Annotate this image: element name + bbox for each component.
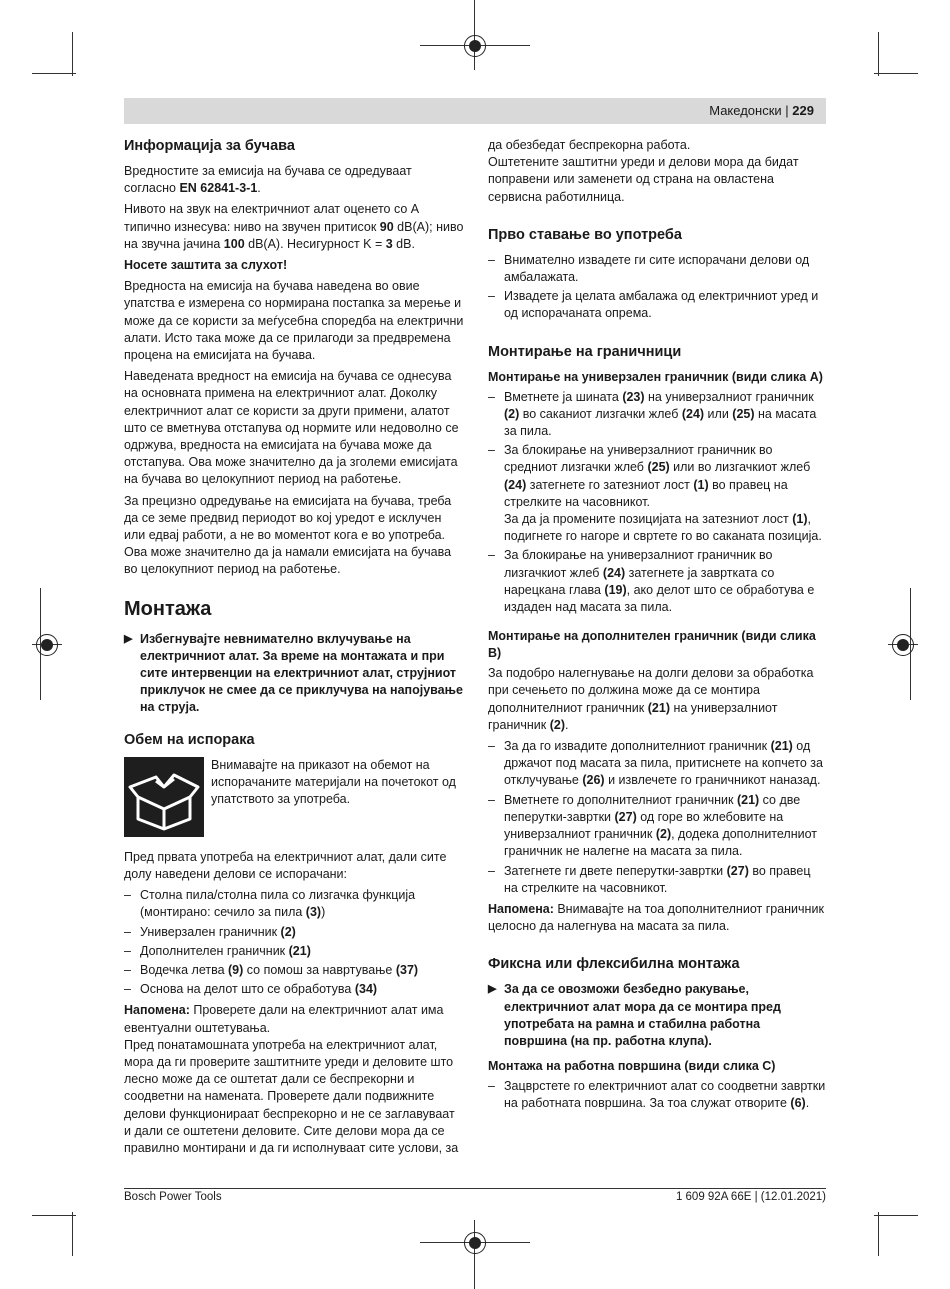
note-paragraph: Пред понатамошната употреба на електричниот алат, мора да ги проверите заштитните уреди и деловите што лесно може да се оштетат дали се беспрекорни и соодветни на намената. Проверете дали подвижните делови функционираат беспрекорно и не се заглавуваат и дали се оштетени деловите. Сите делови мора да се правилно монтирани и да ги исполнуваат сите услови, за <box>124 1037 459 1155</box>
left-column <box>124 137 464 1161</box>
additional-fence-list <box>488 738 826 897</box>
list-item: – Внимателно извадете ги сите испорачани делови од амбалажата. <box>488 252 826 286</box>
list-item: – Затегнете ги двете пеперутки-завртки (27) во правец на стрелките на часовникот. <box>488 863 826 897</box>
universal-fence-list <box>488 389 826 617</box>
package-box-icon <box>124 757 204 837</box>
additional-fence-title: Монтирање на дополнителен граничник (види слика B) <box>488 629 816 661</box>
work-surface-title: Монтажа на работна површина (види слика C) <box>488 1059 776 1074</box>
first-use-title: Прво ставање во употреба <box>488 226 682 243</box>
hearing-protection-note: Носете заштита за слухот! <box>124 258 288 273</box>
fixed-mount-warning: ▶ За да се овозможи безбедно ракување, електричниот алат мора да се монтира пред употребата на рамна и стабилна работна површина (на пр. работна клупа). <box>488 982 781 1048</box>
first-use-list <box>488 252 826 323</box>
list-item: – За блокирање на универзалниот граничник во лизгачкиот жлеб (24) затегнете ја завртката со нарецкана глава (19), ако делот што се обработува е издаден над масата за пила. <box>488 547 826 616</box>
page-number: 229 <box>792 103 814 118</box>
noise-paragraph: Вредноста на емисија на бучава наведена во овие упатства е измерена со нормирана постапка за мерење и може да се користи за меѓусебна споредба на електрични алати. Исто така може да се прилагоди за предвремена процена на емисијата на бучава. <box>124 279 464 363</box>
note-paragraph: Напомена: Внимавајте на тоа дополнителниот граничник целосно да налегнува на масата за пила. <box>488 901 824 934</box>
list-item: – Вметнете го дополнителниот граничник (21) со две пеперутки-завртки (27) од горе во жлебовите на универзалниот граничник (2), додека дополнителниот граничник не налегне на масата за пила. <box>488 792 826 861</box>
noise-paragraph: Наведената вредност на емисија на бучава се однесува на основната примена на електричниот алат. Доколку електричниот алат се користи за други примени, алатот што се вметнува отстапува од нормите или недоволно се одржува, вредноста на емисијата на бучава може да отстапува. Ова може значително да ја зголеми емисијата на бучава во целокупниот период на работење. <box>124 369 459 487</box>
list-item: – Извадете ја целата амбалажа од електричниот уред и од испорачаната опрема. <box>488 288 826 322</box>
crop-mark <box>72 1212 73 1256</box>
list-item: – Зацврстете го електричниот алат со соодветни завртки на работната површина. За тоа служат отворите (6). <box>488 1078 826 1112</box>
crop-mark <box>878 32 879 76</box>
header-separator: | <box>785 103 789 118</box>
continued-text: Оштетените заштитни уреди и делови мора да бидат поправени или заменети од страна на овластена сервисна работилница. <box>488 155 799 204</box>
triangle-bullet-icon: ▶ <box>488 983 497 996</box>
list-item: – За блокирање на универзалниот граничник во средниот лизгачки жлеб (25) или во лизгачкиот жлеб (24) затегнете го затезниот лост (1) во правец на стрелките на часовникот. За да ја промените позицијата на затезниот лост (1), подигнете го нагоре и свртете го во саканата позиција. <box>488 442 826 545</box>
registration-mark-icon <box>892 634 914 656</box>
footer-rule <box>124 1188 826 1189</box>
registration-mark-icon <box>36 634 58 656</box>
list-item: – Универзален граничник (2) <box>124 924 464 941</box>
crop-mark <box>874 1215 918 1216</box>
registration-mark-icon <box>464 1232 486 1254</box>
crop-mark <box>32 1215 76 1216</box>
header-language: Македонски <box>709 103 782 118</box>
note-paragraph: Напомена: Проверете дали на електричниот алат има евентуални оштетувања. <box>124 1003 444 1035</box>
list-item: – Водечка летва (9) со помош за навртување (37) <box>124 962 464 979</box>
assembly-warning: ▶ Избегнувајте невнимателно вклучување на електричниот алат. За време на монтажата и при сите интервенции на електричниот алат, струјниот приклучок не смее да се приклучува на напојување на струја. <box>124 631 463 715</box>
crop-mark <box>474 1220 475 1289</box>
scope-icon-text: Внимавајте на приказот на обемот на испорачаните материјали на почетокот од упатството за употреба. <box>211 757 456 807</box>
scope-title: Обем на испорака <box>124 731 255 748</box>
crop-mark <box>874 73 918 74</box>
crop-mark <box>878 1212 879 1256</box>
list-item: – Столна пила/столна пила со лизгачка функција (монтирано: сечило за пила (3)) <box>124 887 464 921</box>
scope-list <box>124 887 464 998</box>
page-header <box>124 98 826 124</box>
noise-paragraph: За прецизно одредување на емисијата на бучава, треба да се земе предвид периодот во кој уредот е исклучен или едвај работи, а не во моментот кога е во употреба. Ова може значително да ја намали емисијата на бучава во целокупниот период на работење. <box>124 493 452 577</box>
scope-intro: Пред првата употреба на електричниот алат, дали сите долу наведени делови се испорачани: <box>124 849 447 881</box>
list-item: – За да го извадите дополнителниот граничник (21) од држачот под масата за пила, притиснете на копчето за отклучување (26) и извлечете го граничникот наназад. <box>488 738 826 790</box>
crop-mark <box>32 73 76 74</box>
work-surface-list <box>488 1078 826 1112</box>
registration-mark-icon <box>464 35 486 57</box>
limit-title: Монтирање на граничници <box>488 343 682 360</box>
noise-title: Информација за бучава <box>124 138 295 154</box>
fixed-mount-title: Фиксна или флексибилна монтажа <box>488 956 740 973</box>
noise-paragraph: Нивото на звук на електричниот алат оценето со A типично изнесува: ниво на звучен притисок 90 dB(A); ниво на звучна јачина 100 dB(A). Несигурност K = 3 dB. <box>124 202 464 251</box>
crop-mark <box>72 32 73 76</box>
list-item: – Основа на делот што се обработува (34) <box>124 981 464 998</box>
list-item: – Вметнете ја шината (23) на универзалниот граничник (2) во саканиот лизгачки жлеб (24) или (25) на масата за пила. <box>488 389 826 441</box>
additional-fence-intro: За подобро налегнување на долги делови за обработка при сечењето по должина може да се монтира дополнителниот граничник (21) на универзалниот граничник (2). <box>488 666 814 732</box>
universal-fence-title: Монтирање на универзален граничник (види слика A) <box>488 369 823 384</box>
right-column <box>488 137 826 1117</box>
continued-text: да обезбедат беспрекорна работа. <box>488 138 691 152</box>
footer-doc-id: 1 609 92A 66E | (12.01.2021) <box>675 1191 826 1203</box>
triangle-bullet-icon: ▶ <box>124 632 133 645</box>
list-item: – Дополнителен граничник (21) <box>124 943 464 960</box>
footer-brand: Bosch Power Tools <box>124 1191 222 1203</box>
noise-paragraph: Вредностите за емисија на бучава се одредуваат согласно EN 62841-3-1. <box>124 164 412 196</box>
assembly-title: Монтажа <box>124 597 212 620</box>
scope-icon-block <box>124 757 464 841</box>
